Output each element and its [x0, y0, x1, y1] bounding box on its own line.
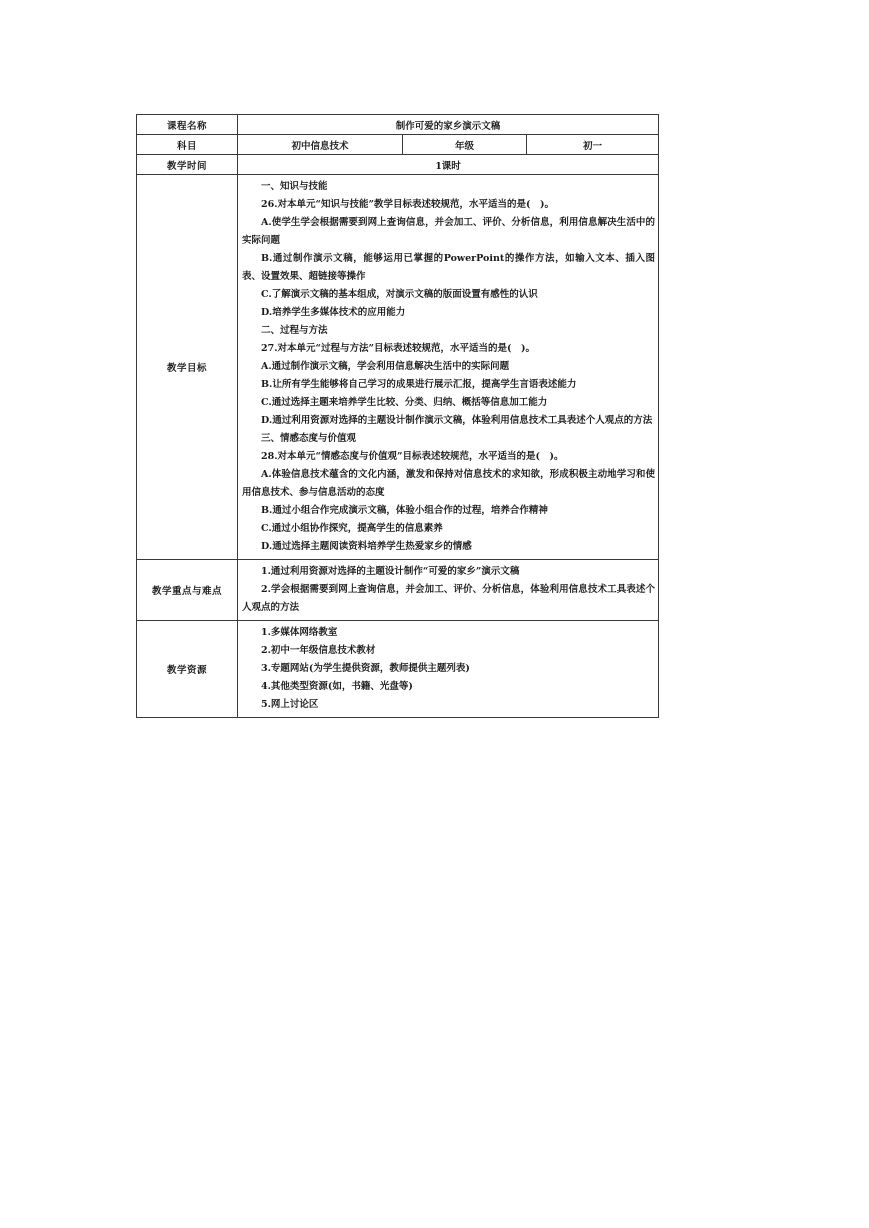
- resource-item: 1.多媒体网络教室: [261, 627, 338, 638]
- time-value: 1课时: [238, 155, 659, 175]
- goals-line: 二、过程与方法: [261, 325, 328, 336]
- option-28-d: D.通过选择主题阅读资料培养学生热爱家乡的情感: [261, 541, 472, 552]
- goals-line: 三、情感态度与价值观: [261, 433, 357, 444]
- option-27-b: B.让所有学生能够将自己学习的成果进行展示汇报，提高学生言语表述能力: [261, 379, 577, 390]
- key-point-item: 2.学会根据需要到网上查询信息，并会加工、评价、分析信息，体验利用信息技术工具表述个人观点的方法: [242, 584, 655, 613]
- question-27: 27.对本单元“过程与方法”目标表述较规范，水平适当的是( )。: [261, 343, 535, 354]
- question-28: 28.对本单元“情感态度与价值观”目标表述较规范，水平适当的是( )。: [261, 451, 564, 462]
- option-26-c: C.了解演示文稿的基本组成，对演示文稿的版面设置有感性的认识: [261, 289, 538, 300]
- question-26: 26.对本单元“知识与技能”教学目标表述较规范，水平适当的是( )。: [261, 199, 554, 210]
- option-28-b: B.通过小组合作完成演示文稿，体验小组合作的过程，培养合作精神: [261, 505, 548, 516]
- resource-item: 4.其他类型资源(如，书籍、光盘等): [261, 681, 413, 692]
- goals-row: [137, 175, 659, 560]
- resource-item: 2.初中一年级信息技术教材: [261, 645, 376, 656]
- subject-label: 科目: [137, 135, 238, 155]
- resources-content: [238, 621, 659, 718]
- subject-row: [137, 135, 659, 155]
- option-26-a: A.使学生学会根据需要到网上查询信息，并会加工、评价、分析信息，利用信息解决生活中的实际问题: [242, 217, 655, 246]
- time-label: 教学时间: [137, 155, 238, 175]
- course-name-label: 课程名称: [137, 115, 238, 135]
- grade-label: 年级: [403, 135, 527, 155]
- option-27-c: C.通过选择主题来培养学生比较、分类、归纳、概括等信息加工能力: [261, 397, 548, 408]
- key-points-content: [238, 560, 659, 621]
- resources-row: [137, 621, 659, 718]
- goals-label: 教学目标: [137, 175, 238, 560]
- key-points-label: 教学重点与难点: [137, 560, 238, 621]
- goals-content: [238, 175, 659, 560]
- option-28-a: A.体验信息技术蕴含的文化内涵，激发和保持对信息技术的求知欲，形成积极主动地学习和使用信息技术、参与信息活动的态度: [242, 469, 655, 498]
- option-27-d: D.通过利用资源对选择的主题设计制作演示文稿，体验利用信息技术工具表述个人观点的方法: [261, 415, 653, 426]
- grade-value: 初一: [527, 135, 659, 155]
- key-points-row: [137, 560, 659, 621]
- option-27-a: A.通过制作演示文稿，学会利用信息解决生活中的实际问题: [261, 361, 510, 372]
- time-row: [137, 155, 659, 175]
- option-26-b: B.通过制作演示文稿，能够运用已掌握的PowerPoint的操作方法，如输入文本、插入图表、设置效果、超链接等操作: [242, 253, 655, 282]
- goals-line: 一、知识与技能: [261, 181, 328, 192]
- lesson-plan-table: [136, 114, 659, 718]
- resources-label: 教学资源: [137, 621, 238, 718]
- course-name-row: [137, 115, 659, 135]
- key-point-item: 1.通过利用资源对选择的主题设计制作“可爱的家乡”演示文稿: [261, 566, 520, 577]
- course-name-value: 制作可爱的家乡演示文稿: [238, 115, 659, 135]
- option-28-c: C.通过小组协作探究，提高学生的信息素养: [261, 523, 443, 534]
- resource-item: 3.专题网站(为学生提供资源，教师提供主题列表): [261, 663, 470, 674]
- resource-item: 5.网上讨论区: [261, 699, 319, 710]
- option-26-d: D.培养学生多媒体技术的应用能力: [261, 307, 406, 318]
- subject-value: 初中信息技术: [238, 135, 403, 155]
